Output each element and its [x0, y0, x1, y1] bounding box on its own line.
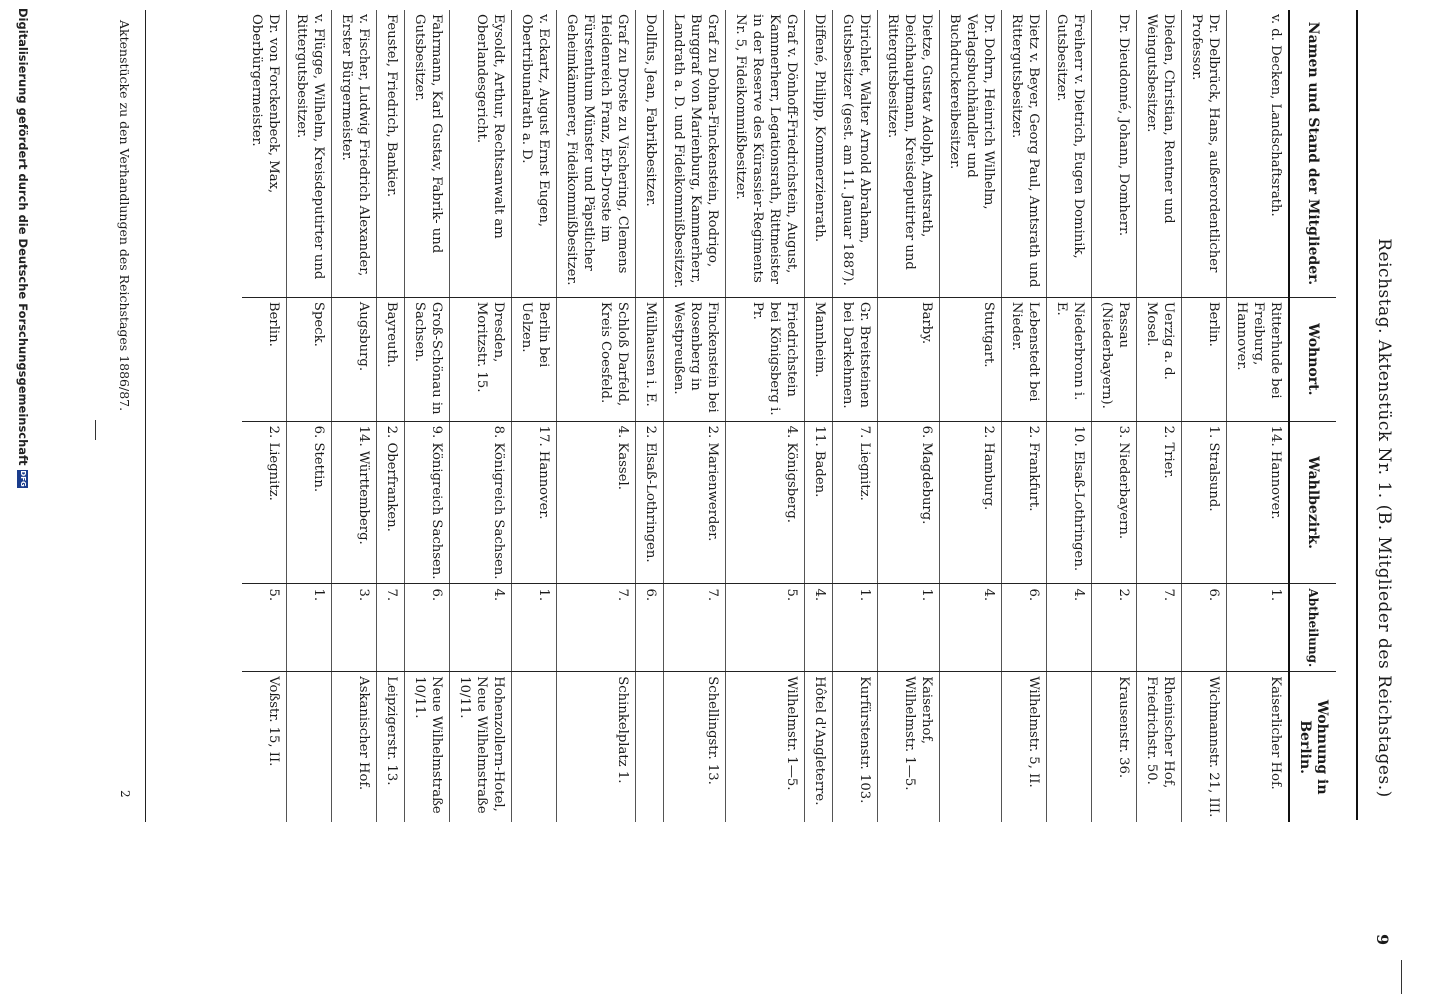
cell-wahlbezirk: 1. Stralsund.: [1182, 421, 1227, 584]
dfg-logo: DFG: [19, 470, 28, 487]
cell-berlin: Kaiserlicher Hof.: [1227, 672, 1290, 822]
cell-name: Graf zu Dohna-Finckenstein, Rodrigo, Burggraf von Marienburg, Kammerherr, Landrath a. D. und Fideikommißbesitzer.: [664, 10, 726, 297]
cell-name: Feustel, Friedrich, Bankier.: [377, 10, 405, 297]
cell-name: v. Fischer, Ludwig Friedrich Alexander, Erster Bürgermeister.: [332, 10, 377, 297]
cell-wohnort: Lebenstedt bei Nieder.: [1002, 297, 1047, 421]
cell-wahlbezirk: 11. Baden.: [805, 421, 833, 584]
cell-name: Dietze, Gustav Adolph, Amtsrath, Deichhauptmann, Kreisdeputirter und Rittergutsbesitzer.: [878, 10, 940, 297]
cell-wahlbezirk: 6. Magdeburg.: [878, 421, 940, 584]
cell-abtheilung: 1.: [287, 584, 332, 672]
column-header-wahlbezirk: Wahlbezirk.: [1289, 421, 1336, 584]
table-row: [242, 10, 287, 822]
cell-wahlbezirk: 7. Liegnitz.: [833, 421, 878, 584]
cell-wohnort: Uerzig a. d. Mosel.: [1137, 297, 1182, 421]
cell-name: Dr. von Forckenbeck, Max, Oberbürgermeister.: [242, 10, 287, 297]
cell-wahlbezirk: 2. Hamburg.: [940, 421, 1002, 584]
footer-rule: [145, 10, 146, 822]
cell-berlin: [512, 672, 557, 822]
table-row: [557, 10, 636, 822]
cell-wohnort: Passau (Niederbayern).: [1092, 297, 1137, 421]
cell-abtheilung: 7.: [664, 584, 726, 672]
cell-berlin: Rheinischer Hof, Friedrichstr. 50.: [1137, 672, 1182, 822]
table-row: [726, 10, 805, 822]
table-row: [940, 10, 1002, 822]
cell-berlin: Krausenstr. 36.: [1092, 672, 1137, 822]
cell-wahlbezirk: 4. Königsberg.: [726, 421, 805, 584]
table-row: [805, 10, 833, 822]
cell-wahlbezirk: 3. Niederbayern.: [1092, 421, 1137, 584]
column-header-wohnort: Wohnort.: [1289, 297, 1336, 421]
cell-wahlbezirk: 17. Hannover.: [512, 421, 557, 584]
cell-wahlbezirk: 9. Königreich Sachsen.: [405, 421, 450, 584]
cell-name: Dollfus, Jean, Fabrikbesitzer.: [636, 10, 664, 297]
cell-wohnort: Berlin.: [1182, 297, 1227, 421]
cell-berlin: Hohenzollern-Hotel, Neue Wilhelmstraße 10/11.: [450, 672, 512, 822]
cell-wohnort: Niederbronn i. E.: [1047, 297, 1092, 421]
cell-wahlbezirk: 10. Elsaß-Lothringen.: [1047, 421, 1092, 584]
table-row: [512, 10, 557, 822]
cell-name: v. d. Decken, Landschaftsrath.: [1268, 14, 1283, 217]
cell-wahlbezirk: 6. Stettin.: [287, 421, 332, 584]
cell-abtheilung: 4.: [805, 584, 833, 672]
table-row: [287, 10, 332, 822]
cell-berlin: Hôtel d'Angleterre.: [805, 672, 833, 822]
table-row: [1047, 10, 1092, 822]
members-table: [242, 10, 1336, 822]
cell-abtheilung: 7.: [1137, 584, 1182, 672]
table-row: [1182, 10, 1227, 822]
cell-wohnort: Berlin bei Uelzen.: [512, 297, 557, 421]
cell-abtheilung: 1.: [833, 584, 878, 672]
cell-abtheilung: 6.: [636, 584, 664, 672]
cell-abtheilung: 6.: [405, 584, 450, 672]
table-header-row: [1289, 10, 1336, 822]
signature-mark: 2: [118, 790, 132, 798]
cell-abtheilung: 5.: [242, 584, 287, 672]
cell-berlin: [940, 672, 1002, 822]
cell-abtheilung: 7.: [557, 584, 636, 672]
cell-abtheilung: 6.: [1002, 584, 1047, 672]
page-header: Reichstag. Aktenstück Nr. 1. (B. Mitglieder des Reichstages.): [1374, 238, 1394, 798]
bottom-mark-rule: [95, 420, 96, 440]
cell-berlin: [287, 672, 332, 822]
cell-wahlbezirk: 2. Frankfurt.: [1002, 421, 1047, 584]
cell-wahlbezirk: 4. Kassel.: [557, 421, 636, 584]
cell-name: Graf v. Dönhoff-Friedrichstein, August, Kammerherr, Legationsrath, Rittmeister in der Reserve des Kürassier-Regiments Nr. 5, Fideikommißbesitzer.: [726, 10, 805, 297]
cell-wohnort: Stuttgart.: [940, 297, 1002, 421]
table-body: [242, 10, 1289, 822]
cell-berlin: Schellingstr. 13.: [664, 672, 726, 822]
cell-wahlbezirk: 2. Liegnitz.: [242, 421, 287, 584]
top-corner-rule: [1401, 960, 1402, 994]
cell-name: Freiherr v. Dietrich, Eugen Dominik, Gutsbesitzer.: [1047, 10, 1092, 297]
dfg-watermark: [16, 8, 30, 488]
table-row: [833, 10, 878, 822]
cell-wohnort: Barby.: [878, 297, 940, 421]
table-row: [878, 10, 940, 822]
cell-abtheilung: 3.: [332, 584, 377, 672]
cell-berlin: [1047, 672, 1092, 822]
cell-berlin: Kaiserhof, Wilhelmstr. 1—5.: [878, 672, 940, 822]
cell-berlin: Neue Wilhelmstraße 10/11.: [405, 672, 450, 822]
cell-name: Dr. Delbrück, Hans, außerordentlicher Professor.: [1182, 10, 1227, 297]
cell-name: v. Eckartz, August Ernst Eugen, Obertribunalrath a. D.: [512, 10, 557, 297]
cell-wohnort: Gr. Breitsteinen bei Darkehmen.: [833, 297, 878, 421]
cell-abtheilung: 1.: [512, 584, 557, 672]
cell-name: Diffené, Philipp, Kommerzienrath.: [805, 10, 833, 297]
cell-wohnort: Groß-Schönau in Sachsen.: [405, 297, 450, 421]
cell-wohnort: Schloß Darfeld, Kreis Coesfeld.: [557, 297, 636, 421]
cell-wohnort: Friedrichstein bei Königsberg i. Pr.: [726, 297, 805, 421]
cell-berlin: Kurfürstenstr. 103.: [833, 672, 878, 822]
cell-wahlbezirk: 2. Trier.: [1137, 421, 1182, 584]
cell-name: Eysoldt, Arthur, Rechtsanwalt am Oberlandesgericht.: [450, 10, 512, 297]
cell-wohnort: Dresden, Moritzstr. 15.: [450, 297, 512, 421]
column-header-name: Namen und Stand der Mitglieder.: [1289, 10, 1336, 297]
cell-wohnort: Berlin.: [242, 297, 287, 421]
cell-abtheilung: 4.: [1047, 584, 1092, 672]
cell-wahlbezirk: 14. Hannover.: [1227, 421, 1290, 584]
cell-berlin: Wichmannstr. 21, III.: [1182, 672, 1227, 822]
cell-name: Dietz v. Beyer, Georg Paul, Amtsrath und Rittergutsbesitzer.: [1002, 10, 1047, 297]
cell-wohnort: Finckenstein bei Rosenberg in Westpreußen.: [664, 297, 726, 421]
cell-abtheilung: 6.: [1182, 584, 1227, 672]
cell-berlin: [636, 672, 664, 822]
page-number: 9: [1373, 934, 1392, 946]
cell-abtheilung: 1.: [878, 584, 940, 672]
cell-wohnort: Bayreuth.: [377, 297, 405, 421]
column-header-berlin: Wohnung in Berlin.: [1289, 672, 1336, 822]
table-row: [405, 10, 450, 822]
footer-text: Aktenstücke zu den Verhandlungen des Reichstages 1886/87.: [117, 20, 132, 412]
table-row: [1227, 10, 1290, 822]
cell-wohnort: Speck.: [287, 297, 332, 421]
cell-name: Dr. Dieudonné, Johann, Domherr.: [1092, 10, 1137, 297]
cell-name: Dr. Dohrn, Heinrich Wilhelm, Verlagsbuchhändler und Buchdruckereibesitzer.: [940, 10, 1002, 297]
cell-name: Graf zu Droste zu Vischering, Clemens Heidenreich Franz, Erb-Droste im Fürstenthum Münster und Päpstlicher Geheimkämmerer, Fideikommißbesitzer.: [557, 10, 636, 297]
cell-abtheilung: 1.: [1227, 584, 1290, 672]
cell-abtheilung: 7.: [377, 584, 405, 672]
cell-wohnort: Mülhausen i. E.: [636, 297, 664, 421]
cell-name: Fahrmann, Karl Gustav, Fabrik- und Gutsbesitzer.: [405, 10, 450, 297]
cell-abtheilung: 5.: [726, 584, 805, 672]
cell-name: Dirichlet, Walter Arnold Abraham, Gutsbesitzer (gest. am 11. Januar 1887).: [833, 10, 878, 297]
cell-abtheilung: 4.: [940, 584, 1002, 672]
header-rule: [1356, 10, 1358, 820]
watermark-text: Digitalisierung gefördert durch die Deutsche Forschungsgemeinschaft: [16, 8, 30, 466]
cell-berlin: Schinkelplatz 1.: [557, 672, 636, 822]
table-row: [1092, 10, 1137, 822]
table-row: [1002, 10, 1047, 822]
cell-abtheilung: 2.: [1092, 584, 1137, 672]
cell-wahlbezirk: 2. Oberfranken.: [377, 421, 405, 584]
table-row: [664, 10, 726, 822]
cell-wahlbezirk: 8. Königreich Sachsen.: [450, 421, 512, 584]
cell-name: Dieden, Christian, Rentner und Weingutsbesitzer.: [1137, 10, 1182, 297]
table-row: [1137, 10, 1182, 822]
table-row: [450, 10, 512, 822]
cell-wohnort: Augsburg.: [332, 297, 377, 421]
cell-berlin: Wilhelmstr. 1—5.: [726, 672, 805, 822]
cell-berlin: Voßstr. 15, II.: [242, 672, 287, 822]
table-row: [332, 10, 377, 822]
cell-berlin: Leipzigerstr. 13.: [377, 672, 405, 822]
table-row: [636, 10, 664, 822]
column-header-abtheilung: Abtheilung.: [1289, 584, 1336, 672]
cell-wohnort: Ritterhude bei Freiburg, Hannover.: [1227, 297, 1290, 421]
cell-berlin: Askanischer Hof.: [332, 672, 377, 822]
cell-berlin: Wilhelmstr. 5, II.: [1002, 672, 1047, 822]
cell-wohnort: Mannheim.: [805, 297, 833, 421]
table-row: [377, 10, 405, 822]
cell-wahlbezirk: 2. Marienwerder.: [664, 421, 726, 584]
cell-abtheilung: 4.: [450, 584, 512, 672]
cell-name: v. Flügge, Wilhelm, Kreisdeputirter und Rittergutsbesitzer.: [287, 10, 332, 297]
cell-wahlbezirk: 14. Württemberg.: [332, 421, 377, 584]
cell-wahlbezirk: 2. Elsaß-Lothringen.: [636, 421, 664, 584]
